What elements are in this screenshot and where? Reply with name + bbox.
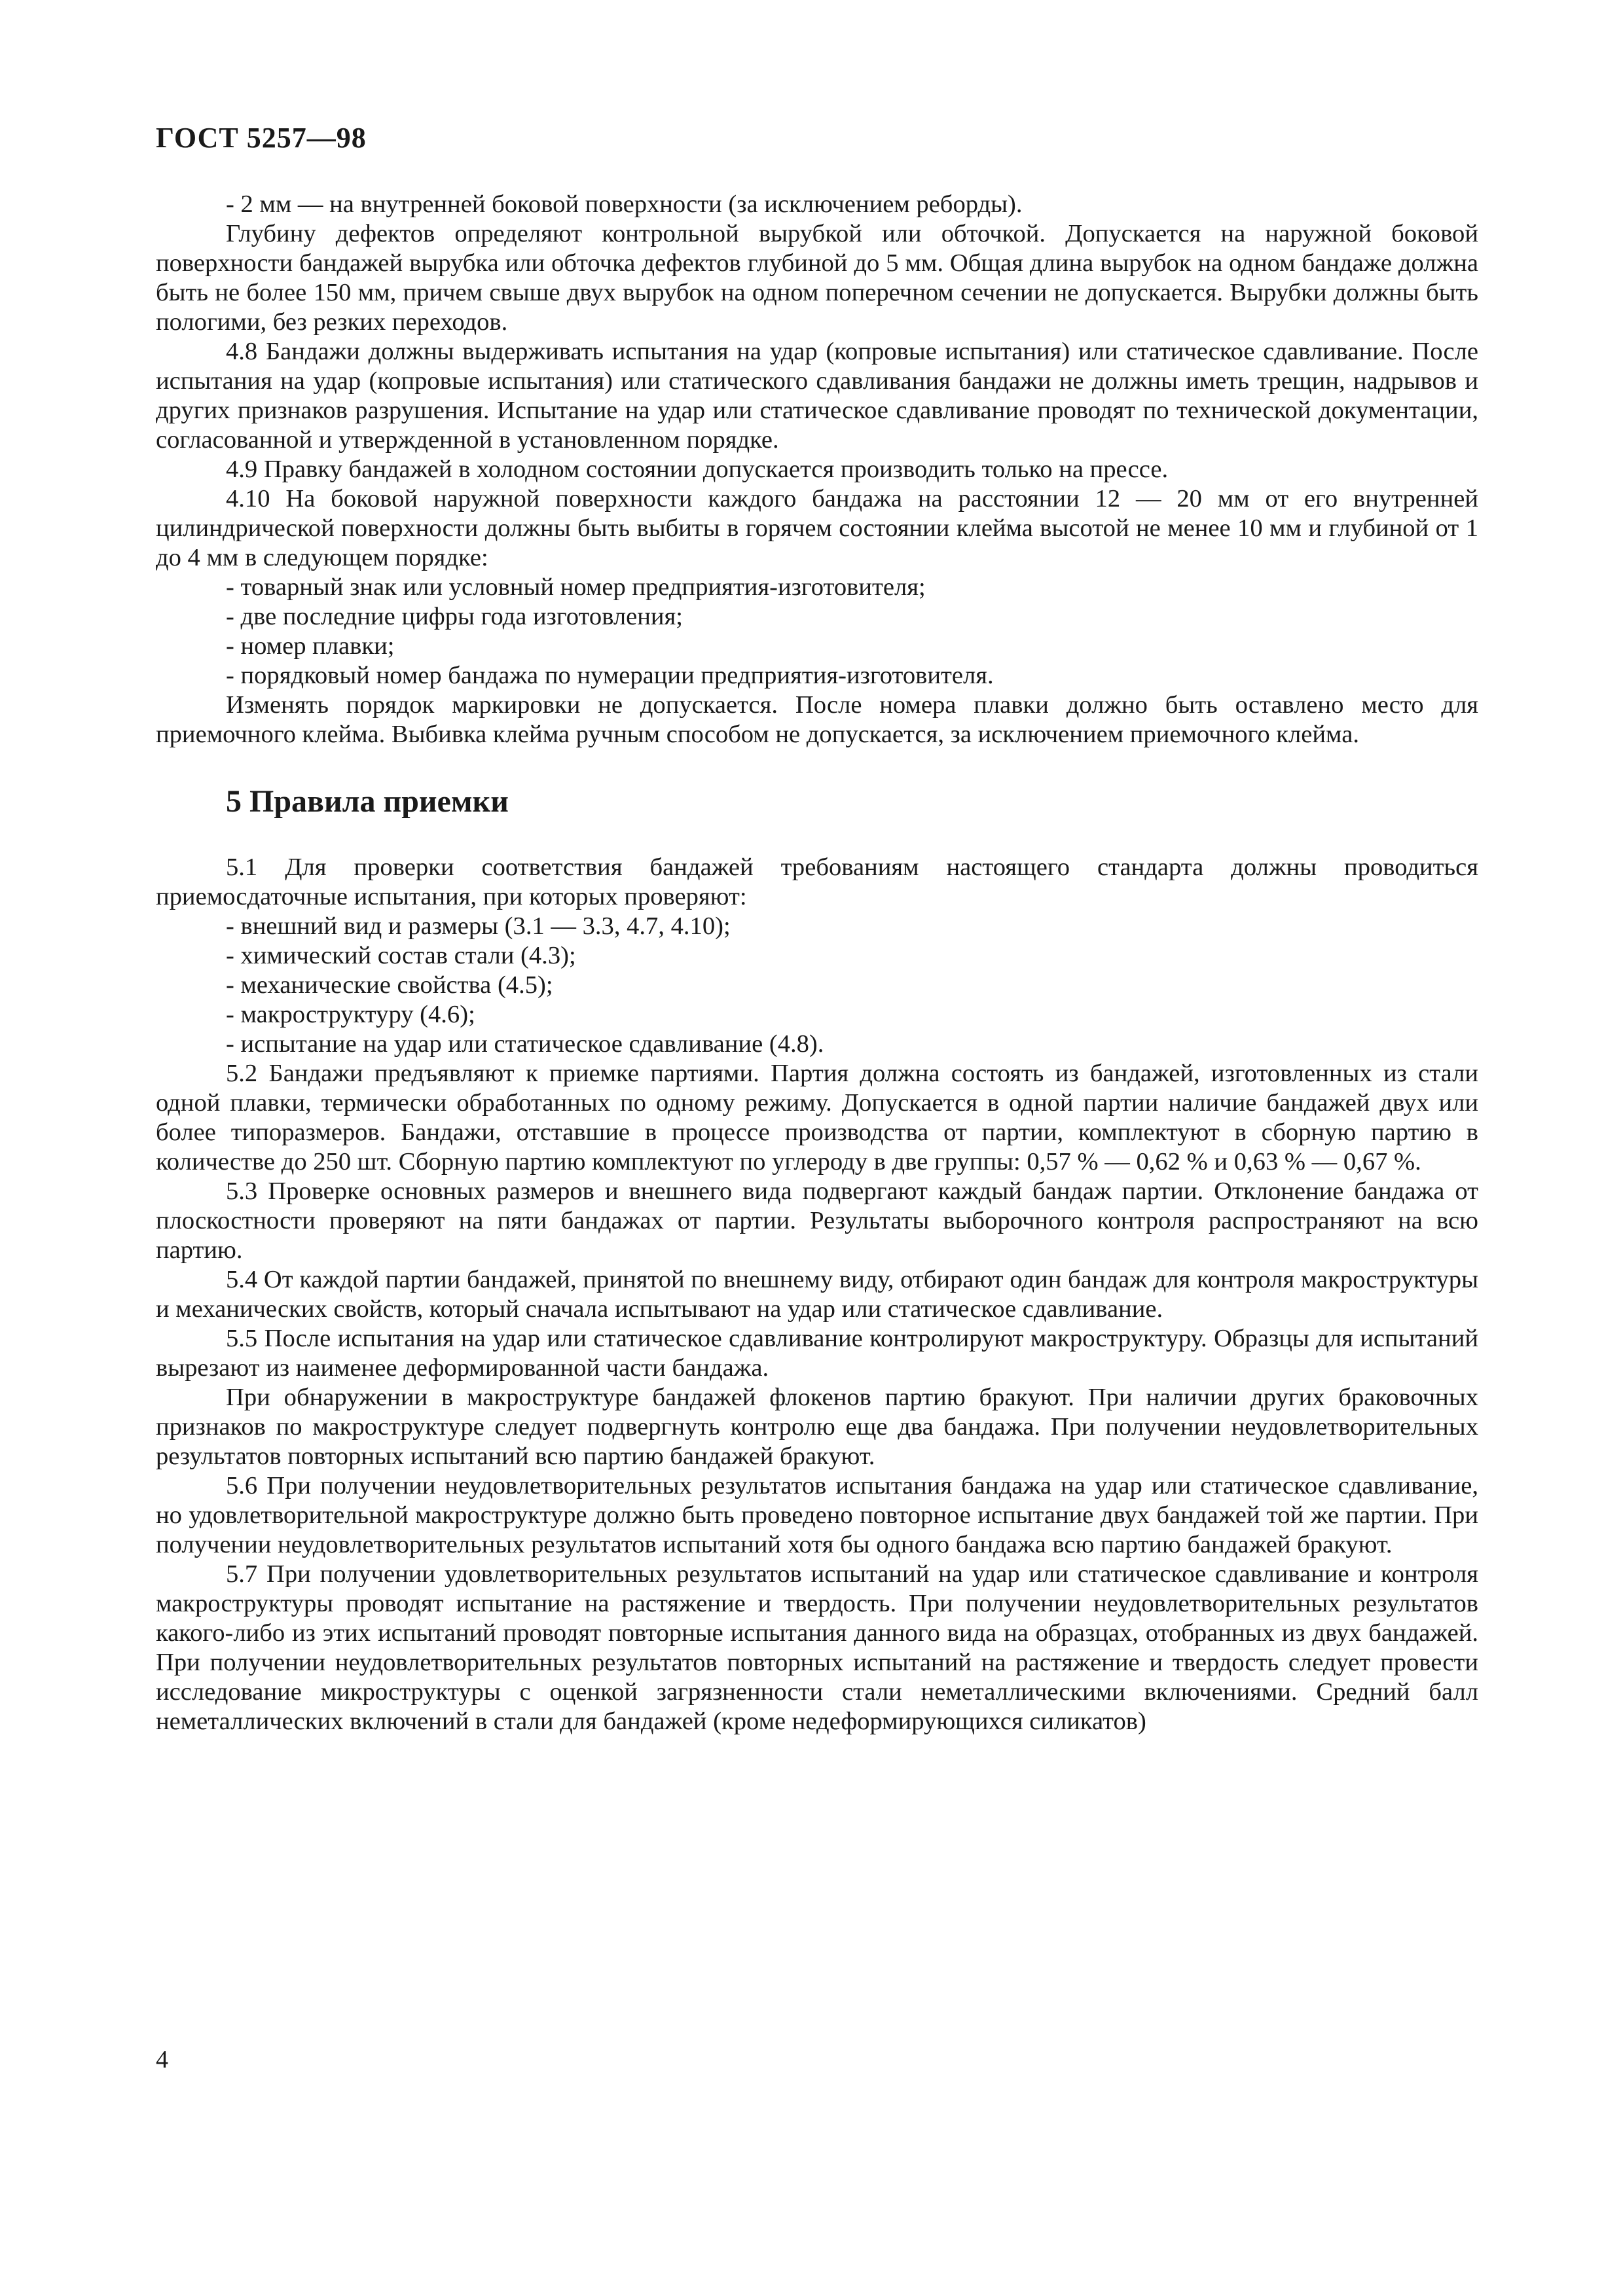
document-body <box>156 190 1478 1736</box>
section-title: 5 Правила приемки <box>226 784 509 819</box>
paragraph: 5.1 Для проверки соответствия бандажей требованиям настоящего стандарта должны проводиться приемосдаточные испытания, при которых проверяют: <box>156 853 1478 910</box>
paragraph: При обнаружении в макроструктуре бандажей флокенов партию бракуют. При наличии других браковочных признаков по макроструктуре следует подвергнуть контролю еще два бандажа. При получении неудовлетворительных результатов повторных испытаний всю партию бандажей бракуют. <box>156 1384 1478 1470</box>
document-header: ГОСТ 5257—98 <box>156 122 367 154</box>
paragraph: Изменять порядок маркировки не допускается. После номера плавки должно быть оставлено место для приемочного клейма. Выбивка клейма ручным способом не допускается, за исключением приемочного клейма. <box>156 691 1478 748</box>
list-item: - две последние цифры года изготовления; <box>226 603 684 630</box>
paragraph: 4.9 Правку бандажей в холодном состоянии допускается производить только на прессе. <box>226 456 1169 483</box>
list-item: - механические свойства (4.5); <box>226 971 553 999</box>
list-item: - химический состав стали (4.3); <box>226 942 576 969</box>
paragraph: 5.7 При получении удовлетворительных результатов испытаний на удар или статическое сдавливание и контроля макроструктуры проводят испытание на растяжение и твердость. При получении неудовлетворительных результатов какого-либо из этих испытаний проводят повторные испытания данного вида на образцах, отобранных из двух бандажей. При получении неудовлетворительных результатов повторных испытаний на растяжение и твердость следует провести исследование микроструктуры с оценкой загрязненности стали неметаллическими включениями. Средний балл неметаллических включений в стали для бандажей (кроме недеформирующихся силикатов) <box>156 1560 1478 1735</box>
paragraph: 5.3 Проверке основных размеров и внешнего вида подвергают каждый бандаж партии. Отклонение бандажа от плоскостности проверяют на пяти бандажах от партии. Результаты выборочного контроля распространяют на всю партию. <box>156 1177 1478 1264</box>
paragraph: - 2 мм — на внутренней боковой поверхности (за исключением реборды). <box>226 190 1023 218</box>
list-item: - номер плавки; <box>226 632 395 660</box>
paragraph: 4.10 На боковой наружной поверхности каждого бандажа на расстоянии 12 — 20 мм от его внутренней цилиндрической поверхности должны быть выбиты в горячем состоянии клейма высотой не менее 10 мм и глубиной от 1 до 4 мм в следующем порядке: <box>156 485 1478 571</box>
paragraph: 4.8 Бандажи должны выдерживать испытания на удар (копровые испытания) или статическое сдавливание. После испытания на удар (копровые испытания) или статического сдавливания бандажи не должны иметь трещин, надрывов и других признаков разрушения. Испытание на удар или статическое сдавливание проводят по технической документации, согласованной и утвержденной в установленном порядке. <box>156 338 1478 454</box>
list-item: - товарный знак или условный номер предприятия-изготовителя; <box>226 573 926 601</box>
paragraph: 5.5 После испытания на удар или статическое сдавливание контролируют макроструктуру. Образцы для испытаний вырезают из наименее деформированной части бандажа. <box>156 1325 1478 1382</box>
paragraph: 5.2 Бандажи предъявляют к приемке партиями. Партия должна состоять из бандажей, изготовленных из стали одной плавки, термически обработанных по одному режиму. Допускается в одной партии наличие бандажей двух или более типоразмеров. Бандажи, отставшие в процессе производства от партии, комплектуют в сборную партию в количестве до 250 шт. Сборную партию комплектуют по углероду в две группы: 0,57 % — 0,62 % и 0,63 % — 0,67 %. <box>156 1060 1478 1175</box>
list-item: - порядковый номер бандажа по нумерации предприятия-изготовителя. <box>226 662 994 689</box>
list-item: - испытание на удар или статическое сдавливание (4.8). <box>226 1030 824 1058</box>
page-number: 4 <box>156 2046 168 2073</box>
paragraph: Глубину дефектов определяют контрольной вырубкой или обточкой. Допускается на наружной боковой поверхности бандажей вырубка или обточка дефектов глубиной до 5 мм. Общая длина вырубок на одном бандаже должна быть не более 150 мм, причем свыше двух вырубок на одном поперечном сечении не допускается. Вырубки должны быть пологими, без резких переходов. <box>156 220 1478 336</box>
paragraph: 5.4 От каждой партии бандажей, принятой по внешнему виду, отбирают один бандаж для контроля макроструктуры и механических свойств, который сначала испытывают на удар или статическое сдавливание. <box>156 1266 1478 1323</box>
paragraph: 5.6 При получении неудовлетворительных результатов испытания бандажа на удар или статическое сдавливание, но удовлетворительной макроструктуре должно быть проведено повторное испытание двух бандажей той же партии. При получении неудовлетворительных результатов испытаний хотя бы одного бандажа всю партию бандажей бракуют. <box>156 1472 1478 1558</box>
list-item: - внешний вид и размеры (3.1 — 3.3, 4.7, 4.10); <box>226 912 731 940</box>
list-item: - макроструктуру (4.6); <box>226 1001 475 1028</box>
